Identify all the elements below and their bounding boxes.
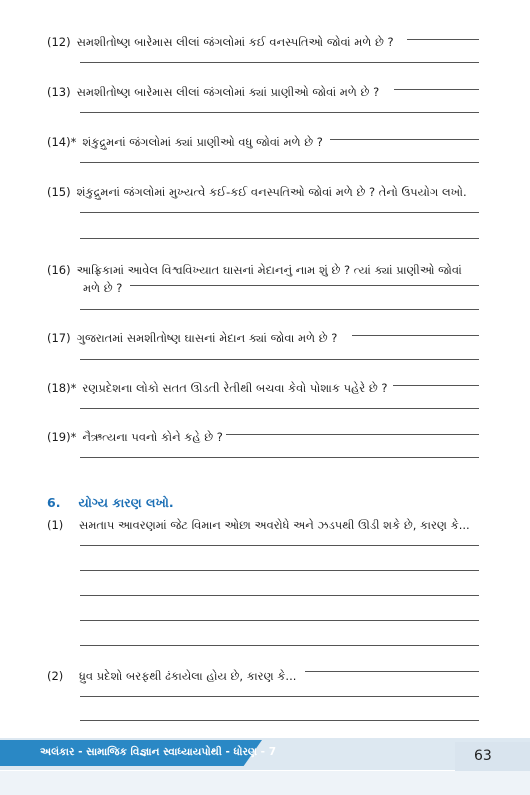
- question-number: (19)*: [47, 430, 77, 444]
- bottom-strip: [0, 771, 530, 795]
- answer-line: [330, 139, 479, 140]
- answer-line: [80, 620, 479, 621]
- question-17: [47, 330, 337, 346]
- reason-2: [47, 668, 296, 684]
- section-heading: [47, 495, 174, 511]
- question-text: મળે છે ?: [83, 281, 123, 295]
- question-number: (12): [47, 35, 71, 49]
- answer-line: [80, 162, 479, 163]
- answer-line: [305, 671, 479, 672]
- question-19: [47, 429, 223, 445]
- question-15: [47, 184, 467, 200]
- answer-line: [80, 457, 479, 458]
- answer-line: [80, 570, 479, 571]
- question-number: (15): [47, 185, 71, 199]
- answer-line: [80, 720, 479, 721]
- question-number: (17): [47, 331, 71, 345]
- question-text: સમશીતોષ્ણ બારેમાસ લીલાં જંગલોમાં કઈ વનસ્પતિઓ જોવાં મળે છે ?: [76, 35, 394, 49]
- footer-title: અલંકાર - સામાજિક વિજ્ઞાન સ્વાધ્યાયપોથી - ધોરણ - 7: [40, 746, 276, 758]
- answer-line: [393, 385, 479, 386]
- answer-line: [352, 335, 479, 336]
- question-number: (13): [47, 85, 71, 99]
- question-12: [47, 34, 394, 50]
- question-text: શંકુદ્રુમનાં જંગલોમાં મુખ્યત્વે કઈ-કઈ વનસ્પતિઓ જોવાં મળે છે ? તેનો ઉપયોગ લખો.: [76, 185, 467, 199]
- answer-line: [80, 696, 479, 697]
- section-number: 6.: [47, 495, 61, 510]
- answer-line: [80, 645, 479, 646]
- question-13: [47, 84, 379, 100]
- question-16: [47, 262, 462, 278]
- reason-number: (1): [47, 518, 64, 532]
- answer-line: [80, 212, 479, 213]
- answer-line: [80, 309, 479, 310]
- question-text: રણપ્રદેશના લોકો સતત ઊડતી રેતીથી બચવા કેવો પોશાક પહેરે છે ?: [82, 381, 388, 395]
- answer-line: [407, 39, 479, 40]
- question-14: [47, 134, 323, 150]
- answer-line: [80, 408, 479, 409]
- question-text: શંકુદ્રુમનાં જંગલોમાં ક્યાં પ્રાણીઓ વધુ જોવાં મળે છે ?: [82, 135, 323, 149]
- reason-number: (2): [47, 669, 64, 683]
- question-number: (14)*: [47, 135, 77, 149]
- answer-line: [80, 595, 479, 596]
- reason-text: સમતાપ આવરણમાં જેટ વિમાન ઓછા અવરોધે અને ઝડપથી ઊડી શકે છે, કારણ કે...: [79, 518, 470, 532]
- answer-line: [130, 285, 479, 286]
- question-number: (18)*: [47, 381, 77, 395]
- page-number-tab: [455, 742, 530, 772]
- answer-line: [80, 112, 479, 113]
- question-number: (16): [47, 263, 71, 277]
- answer-line: [80, 62, 479, 63]
- reason-1: [47, 517, 470, 533]
- section-title: યોગ્ય કારણ લખો.: [78, 495, 174, 510]
- question-text: સમશીતોષ્ણ બારેમાસ લીલાં જંગલોમાં ક્યાં પ્રાણીઓ જોવાં મળે છે ?: [76, 85, 380, 99]
- answer-line: [80, 359, 479, 360]
- answer-line: [80, 238, 479, 239]
- question-18: [47, 380, 388, 396]
- question-text: ગુજરાતમાં સમશીતોષ્ણ ઘાસનાં મેદાન ક્યાં જોવા મળે છે ?: [76, 331, 338, 345]
- answer-line: [226, 434, 479, 435]
- question-text: નૈઋત્યના પવનો કોને કહે છે ?: [82, 430, 223, 444]
- reason-text: ધ્રુવ પ્રદેશો બરફથી ઢંકાયેલા હોય છે, કારણ કે...: [79, 669, 297, 683]
- answer-line: [394, 89, 479, 90]
- question-text: આફ્રિકામાં આવેલ વિશ્વવિખ્યાત ઘાસનાં મેદાનનું નામ શું છે ? ત્યાં ક્યાં પ્રાણીઓ જોવાં: [76, 263, 462, 277]
- question-16-continued: [83, 280, 122, 296]
- answer-line: [80, 545, 479, 546]
- page-number: 63: [474, 748, 492, 764]
